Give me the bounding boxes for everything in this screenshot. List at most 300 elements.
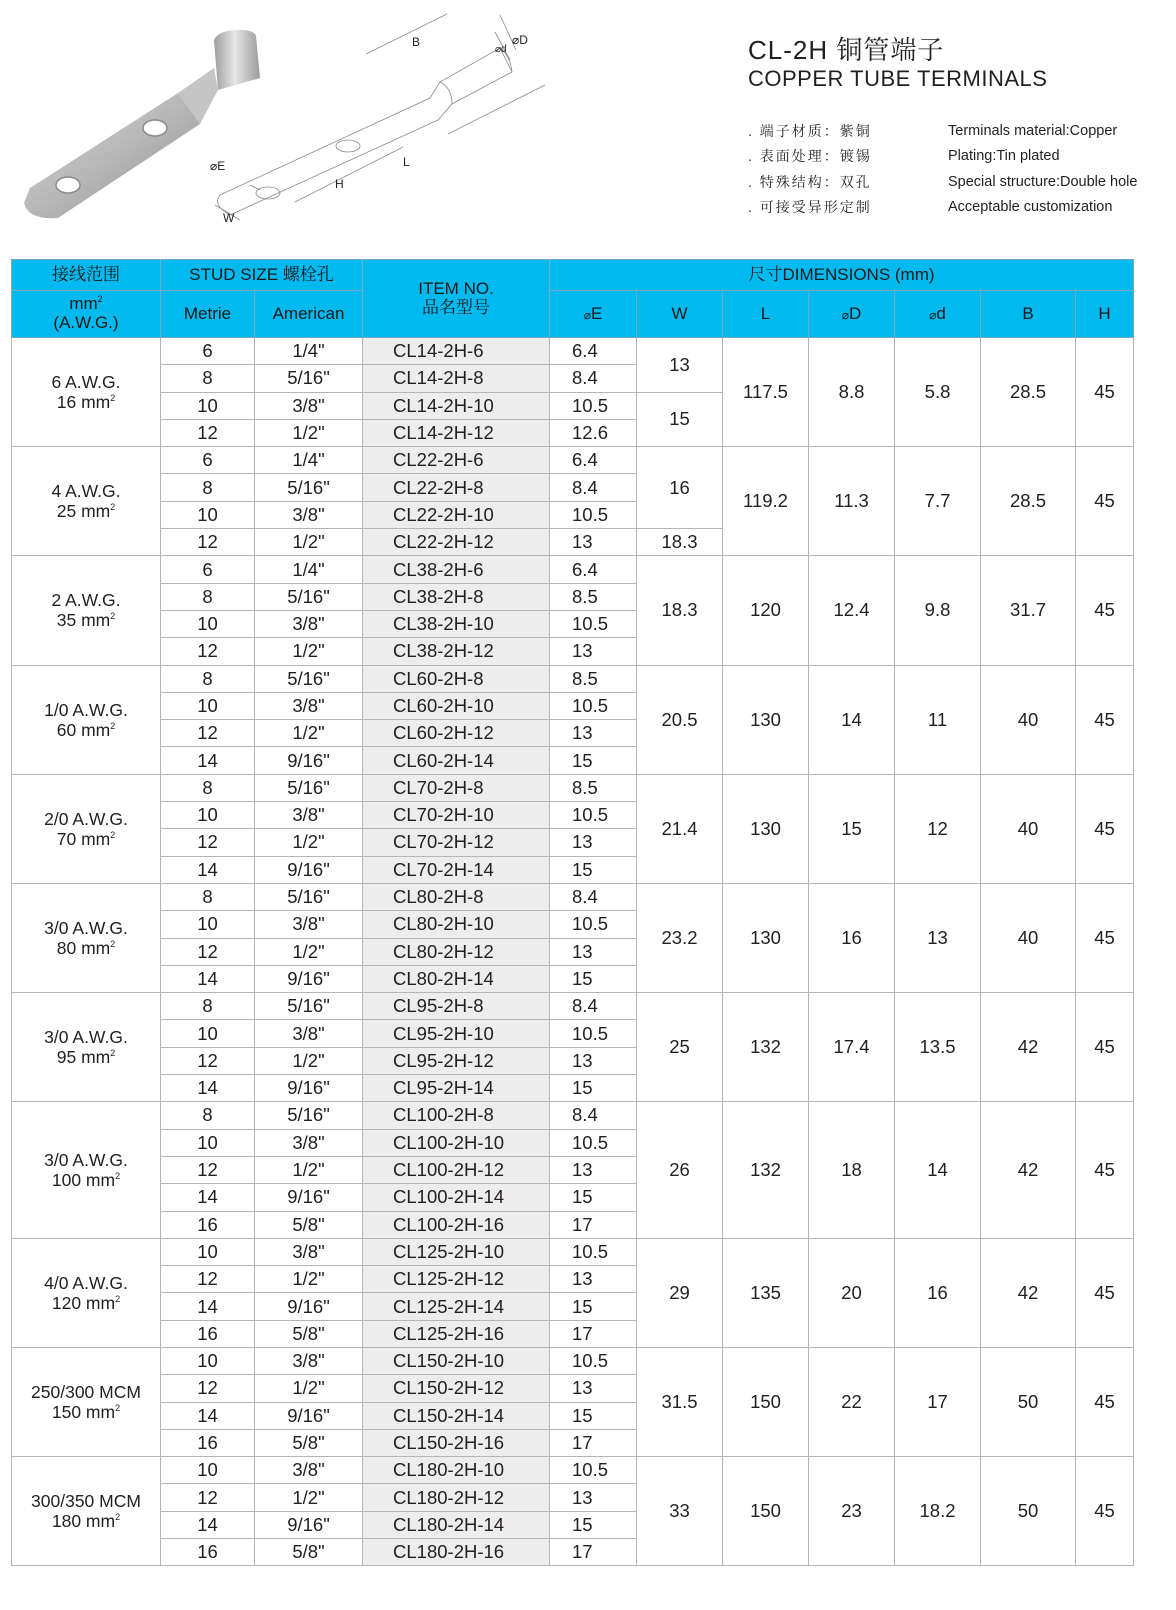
american-cell: 1/2" [255, 1156, 363, 1183]
superscript-2: 2 [110, 611, 116, 622]
w-cell: 15 [637, 392, 723, 447]
d-outer-cell: 12.4 [809, 556, 895, 665]
wire-range-awg: 3/0 A.W.G. [44, 917, 128, 938]
item-no-cell: CL150-2H-14 [363, 1402, 550, 1429]
superscript-2: 2 [110, 720, 116, 731]
d-outer-cell: 8.8 [809, 338, 895, 447]
american-cell: 1/2" [255, 1484, 363, 1511]
header-metric: Metrie [161, 291, 255, 338]
superscript-2: 2 [115, 1512, 121, 1523]
item-no-cell: CL125-2H-16 [363, 1320, 550, 1347]
d-outer-cell: 11.3 [809, 447, 895, 556]
item-no-cell: CL125-2H-14 [363, 1293, 550, 1320]
american-cell: 5/16" [255, 993, 363, 1020]
metric-cell: 10 [161, 1347, 255, 1374]
item-no-cell: CL180-2H-14 [363, 1511, 550, 1538]
american-cell: 1/4" [255, 447, 363, 474]
item-no-cell: CL80-2H-12 [363, 938, 550, 965]
item-no-cell: CL150-2H-10 [363, 1347, 550, 1374]
metric-cell: 8 [161, 365, 255, 392]
american-cell: 5/8" [255, 1429, 363, 1456]
american-cell: 5/16" [255, 1102, 363, 1129]
superscript-2: 2 [110, 939, 116, 950]
wire-range-mm2 [12, 1402, 160, 1422]
american-cell: 9/16" [255, 1293, 363, 1320]
d-inner-cell: 16 [895, 1238, 981, 1347]
e-cell: 10.5 [550, 692, 637, 719]
header-col-l: L [723, 291, 809, 338]
e-cell: 8.4 [550, 993, 637, 1020]
wire-range-mm2-value: 80 mm [56, 938, 111, 959]
american-cell: 5/8" [255, 1539, 363, 1566]
d-outer-cell: 23 [809, 1457, 895, 1566]
product-title-en: COPPER TUBE TERMINALS [748, 66, 1048, 91]
item-no-cell: CL22-2H-8 [363, 474, 550, 501]
metric-cell: 12 [161, 1047, 255, 1074]
wire-range-mm2-value: 95 mm [56, 1047, 111, 1068]
superscript-2: 2 [110, 502, 116, 513]
spec-label-en: Special structure:Double hole [948, 173, 1138, 190]
wire-range-mm2 [12, 1170, 160, 1190]
l-cell: 135 [723, 1238, 809, 1347]
drawing-label-h: H [335, 177, 344, 191]
l-cell: 119.2 [723, 447, 809, 556]
header-col-h: H [1076, 291, 1134, 338]
metric-cell: 14 [161, 856, 255, 883]
metric-cell: 6 [161, 556, 255, 583]
h-cell: 45 [1076, 1347, 1134, 1456]
h-cell: 45 [1076, 665, 1134, 774]
metric-cell: 10 [161, 1457, 255, 1484]
metric-cell: 10 [161, 692, 255, 719]
wire-range-mm2 [12, 829, 160, 849]
american-cell: 1/2" [255, 938, 363, 965]
american-cell: 1/2" [255, 529, 363, 556]
american-cell: 3/8" [255, 392, 363, 419]
american-cell: 9/16" [255, 1402, 363, 1429]
wire-range-awg: 2/0 A.W.G. [44, 808, 128, 829]
h-cell: 45 [1076, 556, 1134, 665]
b-cell: 42 [981, 1238, 1076, 1347]
b-cell: 31.7 [981, 556, 1076, 665]
american-cell: 1/4" [255, 338, 363, 365]
b-cell: 40 [981, 774, 1076, 883]
metric-cell: 8 [161, 583, 255, 610]
header-range-mm: mm [69, 294, 98, 314]
item-no-cell: CL100-2H-16 [363, 1211, 550, 1238]
item-no-cell: CL95-2H-10 [363, 1020, 550, 1047]
spec-plating [748, 144, 1168, 170]
metric-cell: 12 [161, 529, 255, 556]
item-no-cell: CL22-2H-10 [363, 501, 550, 528]
e-cell: 13 [550, 829, 637, 856]
metric-cell: 16 [161, 1320, 255, 1347]
item-no-cell: CL22-2H-12 [363, 529, 550, 556]
b-cell: 42 [981, 1102, 1076, 1238]
e-cell: 8.5 [550, 583, 637, 610]
wire-range-cell [12, 993, 161, 1102]
h-cell: 45 [1076, 1238, 1134, 1347]
american-cell: 1/2" [255, 829, 363, 856]
american-cell: 5/8" [255, 1320, 363, 1347]
item-no-cell: CL38-2H-10 [363, 610, 550, 637]
wire-range-awg: 3/0 A.W.G. [44, 1149, 128, 1170]
wire-range-awg: 2 A.W.G. [51, 590, 121, 611]
d-inner-cell: 11 [895, 665, 981, 774]
h-cell: 45 [1076, 993, 1134, 1102]
american-cell: 9/16" [255, 1184, 363, 1211]
e-cell: 15 [550, 1402, 637, 1429]
american-cell: 5/16" [255, 583, 363, 610]
e-cell: 8.5 [550, 665, 637, 692]
e-cell: 15 [550, 1184, 637, 1211]
b-cell: 50 [981, 1457, 1076, 1566]
b-cell: 40 [981, 665, 1076, 774]
e-cell: 13 [550, 1266, 637, 1293]
metric-cell: 14 [161, 965, 255, 992]
b-cell: 50 [981, 1347, 1076, 1456]
w-cell: 13 [637, 338, 723, 393]
d-inner-cell: 7.7 [895, 447, 981, 556]
item-no-cell: CL60-2H-10 [363, 692, 550, 719]
metric-cell: 12 [161, 638, 255, 665]
wire-range-cell [12, 774, 161, 883]
american-cell: 5/16" [255, 774, 363, 801]
header-range-cn: 接线范围 [12, 260, 161, 291]
metric-cell: 10 [161, 1020, 255, 1047]
spec-structure [748, 169, 1168, 195]
metric-cell: 10 [161, 392, 255, 419]
item-no-cell: CL180-2H-12 [363, 1484, 550, 1511]
spec-label-cn: . 可接受异形定制 [748, 199, 872, 216]
wire-range-mm2-value: 60 mm [56, 719, 111, 740]
item-no-cell: CL80-2H-8 [363, 883, 550, 910]
spec-label-en: Terminals material:Copper [948, 122, 1118, 139]
table-row [12, 447, 1134, 474]
wire-range-mm2 [12, 938, 160, 958]
w-cell: 25 [637, 993, 723, 1102]
item-no-cell: CL14-2H-6 [363, 338, 550, 365]
drawing-label-d-small: ⌀d [495, 44, 507, 55]
d-outer-cell: 22 [809, 1347, 895, 1456]
e-cell: 10.5 [550, 911, 637, 938]
metric-cell: 6 [161, 338, 255, 365]
spec-label-en: Plating:Tin plated [948, 148, 1060, 165]
wire-range-cell [12, 1457, 161, 1566]
metric-cell: 10 [161, 1238, 255, 1265]
table-row [12, 665, 1134, 692]
e-cell: 8.4 [550, 474, 637, 501]
drawing-label-b: B [412, 35, 421, 49]
b-cell: 40 [981, 883, 1076, 992]
item-no-cell: CL100-2H-10 [363, 1129, 550, 1156]
e-cell: 10.5 [550, 610, 637, 637]
wire-range-mm2-value: 120 mm [51, 1292, 116, 1313]
l-cell: 120 [723, 556, 809, 665]
drawing-label-w: W [223, 211, 235, 225]
item-no-cell: CL180-2H-10 [363, 1457, 550, 1484]
table-row [12, 1102, 1134, 1129]
d-outer-cell: 14 [809, 665, 895, 774]
metric-cell: 8 [161, 883, 255, 910]
e-cell: 17 [550, 1320, 637, 1347]
american-cell: 3/8" [255, 501, 363, 528]
american-cell: 3/8" [255, 1129, 363, 1156]
metric-cell: 12 [161, 1484, 255, 1511]
american-cell: 3/8" [255, 1347, 363, 1374]
metric-cell: 14 [161, 1293, 255, 1320]
american-cell: 5/8" [255, 1211, 363, 1238]
e-cell: 10.5 [550, 501, 637, 528]
wire-range-mm2-value: 25 mm [56, 501, 111, 522]
american-cell: 3/8" [255, 1020, 363, 1047]
table-row [12, 993, 1134, 1020]
item-no-cell: CL100-2H-14 [363, 1184, 550, 1211]
wire-range-mm2-value: 35 mm [56, 610, 111, 631]
h-cell: 45 [1076, 447, 1134, 556]
metric-cell: 8 [161, 993, 255, 1020]
table-row [12, 774, 1134, 801]
metric-cell: 8 [161, 774, 255, 801]
h-cell: 45 [1076, 1102, 1134, 1238]
item-no-cell: CL38-2H-6 [363, 556, 550, 583]
w-cell: 26 [637, 1102, 723, 1238]
l-cell: 130 [723, 665, 809, 774]
american-cell: 3/8" [255, 1238, 363, 1265]
item-no-cell: CL60-2H-8 [363, 665, 550, 692]
metric-cell: 16 [161, 1539, 255, 1566]
metric-cell: 12 [161, 1266, 255, 1293]
e-cell: 10.5 [550, 1457, 637, 1484]
metric-cell: 12 [161, 829, 255, 856]
metric-cell: 14 [161, 1511, 255, 1538]
e-cell: 6.4 [550, 338, 637, 365]
table-row [12, 338, 1134, 365]
h-cell: 45 [1076, 883, 1134, 992]
metric-cell: 12 [161, 938, 255, 965]
wire-range-mm2 [12, 720, 160, 740]
header-dimensions: 尺寸DIMENSIONS (mm) [550, 260, 1134, 291]
d-outer-cell: 16 [809, 883, 895, 992]
superscript-2: 2 [115, 1403, 121, 1414]
american-cell: 9/16" [255, 1511, 363, 1538]
american-cell: 3/8" [255, 692, 363, 719]
e-cell: 10.5 [550, 1238, 637, 1265]
item-no-cell: CL100-2H-12 [363, 1156, 550, 1183]
american-cell: 5/16" [255, 365, 363, 392]
w-cell: 20.5 [637, 665, 723, 774]
item-no-cell: CL150-2H-16 [363, 1429, 550, 1456]
item-no-cell: CL125-2H-12 [363, 1266, 550, 1293]
wire-range-cell [12, 556, 161, 665]
e-cell: 12.6 [550, 419, 637, 446]
superscript-2: 2 [110, 829, 116, 840]
l-cell: 150 [723, 1457, 809, 1566]
item-no-cell: CL60-2H-12 [363, 720, 550, 747]
header-range-awg: (A.W.G.) [53, 313, 119, 332]
e-cell: 8.4 [550, 1102, 637, 1129]
wire-range-awg: 6 A.W.G. [51, 371, 121, 392]
metric-cell: 12 [161, 419, 255, 446]
w-cell: 31.5 [637, 1347, 723, 1456]
item-no-cell: CL14-2H-8 [363, 365, 550, 392]
l-cell: 150 [723, 1347, 809, 1456]
american-cell: 3/8" [255, 802, 363, 829]
product-title-cn: CL-2H 铜管端子 [748, 35, 945, 65]
b-cell: 28.5 [981, 338, 1076, 447]
american-cell: 5/16" [255, 883, 363, 910]
spec-label-cn: . 特殊结构：双孔 [748, 173, 872, 190]
item-no-cell: CL95-2H-8 [363, 993, 550, 1020]
american-cell: 5/16" [255, 474, 363, 501]
table-body [12, 338, 1134, 1566]
l-cell: 132 [723, 993, 809, 1102]
wire-range-cell [12, 665, 161, 774]
metric-cell: 12 [161, 1375, 255, 1402]
e-cell: 17 [550, 1429, 637, 1456]
metric-cell: 10 [161, 802, 255, 829]
e-cell: 13 [550, 1047, 637, 1074]
item-no-cell: CL38-2H-8 [363, 583, 550, 610]
header-col-b: B [981, 291, 1076, 338]
american-cell: 1/2" [255, 1047, 363, 1074]
e-cell: 13 [550, 529, 637, 556]
metric-cell: 6 [161, 447, 255, 474]
item-no-cell: CL125-2H-10 [363, 1238, 550, 1265]
item-no-cell: CL180-2H-16 [363, 1539, 550, 1566]
wire-range-mm2 [12, 392, 160, 412]
l-cell: 130 [723, 883, 809, 992]
superscript-2: 2 [115, 1293, 121, 1304]
wire-range-awg: 4/0 A.W.G. [44, 1272, 128, 1293]
wire-range-cell [12, 883, 161, 992]
item-no-cell: CL70-2H-12 [363, 829, 550, 856]
header-col-e: ⌀E [550, 291, 637, 338]
table-row [12, 556, 1134, 583]
item-no-cell: CL80-2H-14 [363, 965, 550, 992]
h-cell: 45 [1076, 338, 1134, 447]
american-cell: 5/16" [255, 665, 363, 692]
w-cell: 23.2 [637, 883, 723, 992]
item-no-cell: CL100-2H-8 [363, 1102, 550, 1129]
d-outer-cell: 15 [809, 774, 895, 883]
metric-cell: 14 [161, 747, 255, 774]
header-american: American [255, 291, 363, 338]
item-no-cell: CL80-2H-10 [363, 911, 550, 938]
superscript-2: 2 [110, 393, 116, 404]
metric-cell: 8 [161, 1102, 255, 1129]
e-cell: 6.4 [550, 447, 637, 474]
item-no-cell: CL38-2H-12 [363, 638, 550, 665]
d-inner-cell: 17 [895, 1347, 981, 1456]
superscript-2: 2 [115, 1171, 121, 1182]
american-cell: 9/16" [255, 856, 363, 883]
dimension-drawing [190, 10, 570, 240]
e-cell: 15 [550, 856, 637, 883]
wire-range-cell [12, 1347, 161, 1456]
e-cell: 17 [550, 1211, 637, 1238]
wire-range-awg: 3/0 A.W.G. [44, 1027, 128, 1048]
table-row [12, 1347, 1134, 1374]
american-cell: 3/8" [255, 610, 363, 637]
metric-cell: 8 [161, 665, 255, 692]
header-range-unit [12, 291, 161, 338]
w-cell: 33 [637, 1457, 723, 1566]
wire-range-awg: 4 A.W.G. [51, 481, 121, 502]
metric-cell: 12 [161, 1156, 255, 1183]
dimensions-table [11, 259, 1134, 1566]
wire-range-mm2 [12, 501, 160, 521]
wire-range-mm2-value: 70 mm [56, 828, 111, 849]
e-cell: 8.4 [550, 883, 637, 910]
e-cell: 10.5 [550, 1347, 637, 1374]
header-item-no-en: ITEM NO. [418, 278, 494, 298]
table-row [12, 883, 1134, 910]
metric-cell: 16 [161, 1211, 255, 1238]
e-cell: 17 [550, 1539, 637, 1566]
metric-cell: 14 [161, 1402, 255, 1429]
e-cell: 8.4 [550, 365, 637, 392]
item-no-cell: CL70-2H-14 [363, 856, 550, 883]
item-no-cell: CL95-2H-14 [363, 1075, 550, 1102]
spec-material [748, 118, 1168, 144]
american-cell: 9/16" [255, 747, 363, 774]
e-cell: 13 [550, 1375, 637, 1402]
b-cell: 42 [981, 993, 1076, 1102]
metric-cell: 16 [161, 1429, 255, 1456]
metric-cell: 10 [161, 610, 255, 637]
d-inner-cell: 14 [895, 1102, 981, 1238]
w-cell: 16 [637, 447, 723, 529]
wire-range-awg: 300/350 MCM [31, 1491, 141, 1512]
diameter-icon: ⌀ [929, 307, 937, 322]
american-cell: 1/2" [255, 720, 363, 747]
superscript-2: 2 [110, 1048, 116, 1059]
table-row [12, 1457, 1134, 1484]
d-outer-cell: 20 [809, 1238, 895, 1347]
w-cell: 29 [637, 1238, 723, 1347]
wire-range-cell [12, 1238, 161, 1347]
header-range-sup: 2 [97, 294, 103, 305]
spec-label-cn: . 表面处理：镀锡 [748, 148, 872, 165]
header-item-no [363, 260, 550, 338]
american-cell: 3/8" [255, 911, 363, 938]
e-cell: 13 [550, 1484, 637, 1511]
l-cell: 117.5 [723, 338, 809, 447]
w-cell: 18.3 [637, 556, 723, 665]
e-cell: 15 [550, 747, 637, 774]
e-cell: 6.4 [550, 556, 637, 583]
wire-range-mm2 [12, 1047, 160, 1067]
item-no-cell: CL14-2H-10 [363, 392, 550, 419]
american-cell: 1/2" [255, 419, 363, 446]
item-no-cell: CL95-2H-12 [363, 1047, 550, 1074]
h-cell: 45 [1076, 774, 1134, 883]
wire-range-mm2-value: 16 mm [56, 392, 111, 413]
e-cell: 15 [550, 1293, 637, 1320]
metric-cell: 14 [161, 1184, 255, 1211]
b-cell: 28.5 [981, 447, 1076, 556]
l-cell: 132 [723, 1102, 809, 1238]
wire-range-cell [12, 447, 161, 556]
w-cell: 21.4 [637, 774, 723, 883]
american-cell: 9/16" [255, 965, 363, 992]
d-inner-cell: 13.5 [895, 993, 981, 1102]
metric-cell: 8 [161, 474, 255, 501]
item-no-cell: CL70-2H-10 [363, 802, 550, 829]
american-cell: 1/4" [255, 556, 363, 583]
d-inner-cell: 13 [895, 883, 981, 992]
